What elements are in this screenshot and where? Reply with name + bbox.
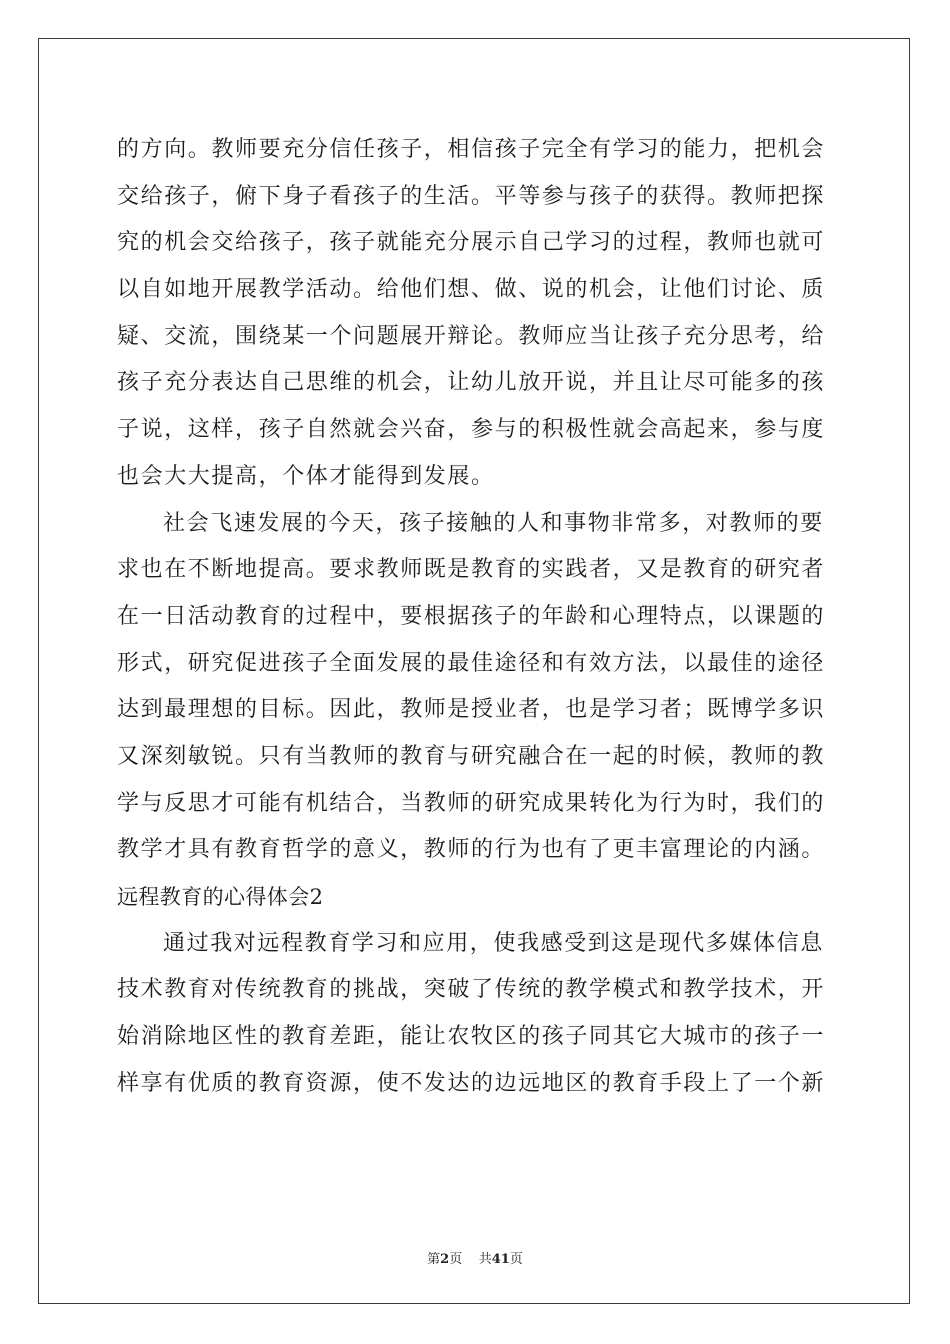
text-line: 交给孩子，俯下身子看孩子的生活。平等参与孩子的获得。教师把探: [117, 183, 826, 209]
text-line: 究的机会交给孩子，孩子就能充分展示自己学习的过程，教师也就可: [117, 230, 826, 256]
text-line: 始消除地区性的教育差距，能让农牧区的孩子同其它大城市的孩子一: [117, 1024, 826, 1050]
page-number: 2: [440, 1252, 450, 1267]
text-line: 子说，这样，孩子自然就会兴奋，参与的积极性就会高起来，参与度: [117, 417, 826, 443]
text-line: 学与反思才可能有机结合，当教师的研究成果转化为行为时，我们的: [117, 790, 826, 816]
page-prefix: 第: [427, 1252, 441, 1267]
text-line: 又深刻敏锐。只有当教师的教育与研究融合在一起的时候，教师的教: [117, 743, 826, 769]
page-unit: 页: [449, 1252, 463, 1267]
paragraph-start-line: 社会飞速发展的今天，孩子接触的人和事物非常多，对教师的要: [163, 510, 824, 536]
total-unit: 页: [509, 1252, 523, 1267]
page-footer: [0, 1248, 950, 1267]
text-line: 教学才具有教育哲学的意义，教师的行为也有了更丰富理论的内涵。: [117, 837, 826, 863]
text-line: 也会大大提高，个体才能得到发展。: [117, 463, 495, 489]
text-line: 样享有优质的教育资源，使不发达的边远地区的教育手段上了一个新: [117, 1070, 826, 1096]
document-body: [117, 127, 833, 1107]
text-line: 的方向。教师要充分信任孩子，相信孩子完全有学习的能力，把机会: [117, 137, 826, 162]
total-pages: 41: [491, 1252, 510, 1267]
text-line: 达到最理想的目标。因此，教师是授业者，也是学习者；既博学多识: [117, 697, 826, 723]
text-line: 以自如地开展教学活动。给他们想、做、说的机会，让他们讨论、质: [117, 277, 826, 303]
text-line: 形式，研究促进孩子全面发展的最佳途径和有效方法，以最佳的途径: [117, 650, 826, 676]
text-line: 求也在不断地提高。要求教师既是教育的实践者，又是教育的研究者: [117, 557, 826, 583]
text-line: 技术教育对传统教育的挑战，突破了传统的教学模式和教学技术，开: [117, 977, 826, 1003]
text-line: 在一日活动教育的过程中，要根据孩子的年龄和心理特点，以课题的: [117, 603, 826, 629]
text-line: 孩子充分表达自己思维的机会，让幼儿放开说，并且让尽可能多的孩: [117, 370, 826, 396]
text-line: 疑、交流，围绕某一个问题展开辩论。教师应当让孩子充分思考，给: [117, 323, 826, 349]
paragraph-start-line: 通过我对远程教育学习和应用，使我感受到这是现代多媒体信息: [163, 930, 824, 956]
total-prefix: 共: [478, 1252, 492, 1267]
section-heading: 远程教育的心得体会2: [117, 885, 324, 909]
